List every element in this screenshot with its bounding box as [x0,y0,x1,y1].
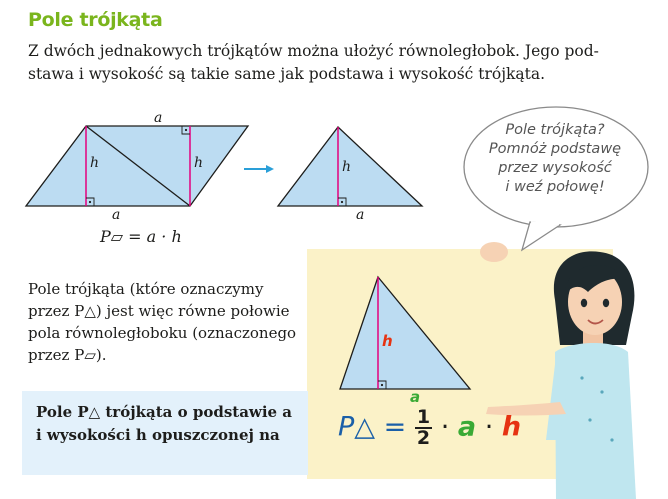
triangle-label-a: a [356,207,365,223]
parallelogram-label-a-bottom: a [112,207,121,223]
definition-text [36,401,292,447]
page-title: Pole trójkąta [28,9,163,31]
parallelogram-label-a-top: a [154,110,163,126]
bubble-line-1: Pole trójkąta? [505,122,605,138]
parallelogram-label-h-left: h [90,155,100,171]
parallelogram-label-h-right: h [194,155,204,171]
paragraph-line-3: pola równoległoboku (oznaczonego [28,324,297,342]
speech-bubble-text [470,121,640,197]
formula-lhs: P△ = [338,411,407,443]
paragraph-line-1: Pole trójkąta (które oznaczymy [28,280,264,298]
triangle-area-formula [338,408,521,448]
formula-fraction [415,408,432,448]
board-label-a: a [410,388,421,406]
triangle-label-h: h [342,159,352,175]
intro-line-1: Z dwóch jednakowych trójkątów można ułożyć równoległobok. Jego pod- [28,42,599,60]
bubble-line-2: Pomnóż podstawę [488,141,622,157]
fraction-numerator: 1 [416,406,431,428]
paragraph-line-4: przez P▱). [28,346,107,364]
hand-holding-board [480,242,508,262]
girl-illustration [486,251,636,499]
board-triangle [340,277,470,389]
formula-var-a: a [457,411,477,443]
fraction-denominator: 2 [416,427,431,449]
intro-line-2: stawa i wysokość są takie same jak podstawa i wysokość trójkąta. [28,65,546,83]
board-label-h: h [382,332,393,350]
bubble-line-3: przez wysokość [498,160,612,176]
definition-box [22,391,308,475]
parallelogram-figure [26,126,248,206]
arrow-right-icon [244,165,274,173]
formula-dot-2: · [484,411,494,443]
definition-line-1: Pole P△ trójkąta o podstawie a [36,403,293,421]
definition-line-2: i wysokości h opuszczonej na [36,426,280,444]
parallelogram-area-formula: P▱ = a · h [100,227,182,246]
explanation-paragraph [28,278,296,366]
formula-var-h: h [501,411,522,443]
formula-dot-1: · [440,411,450,443]
paragraph-line-2: przez P△) jest więc równe połowie [28,302,290,320]
bubble-line-4: i weź połowę! [505,179,605,195]
